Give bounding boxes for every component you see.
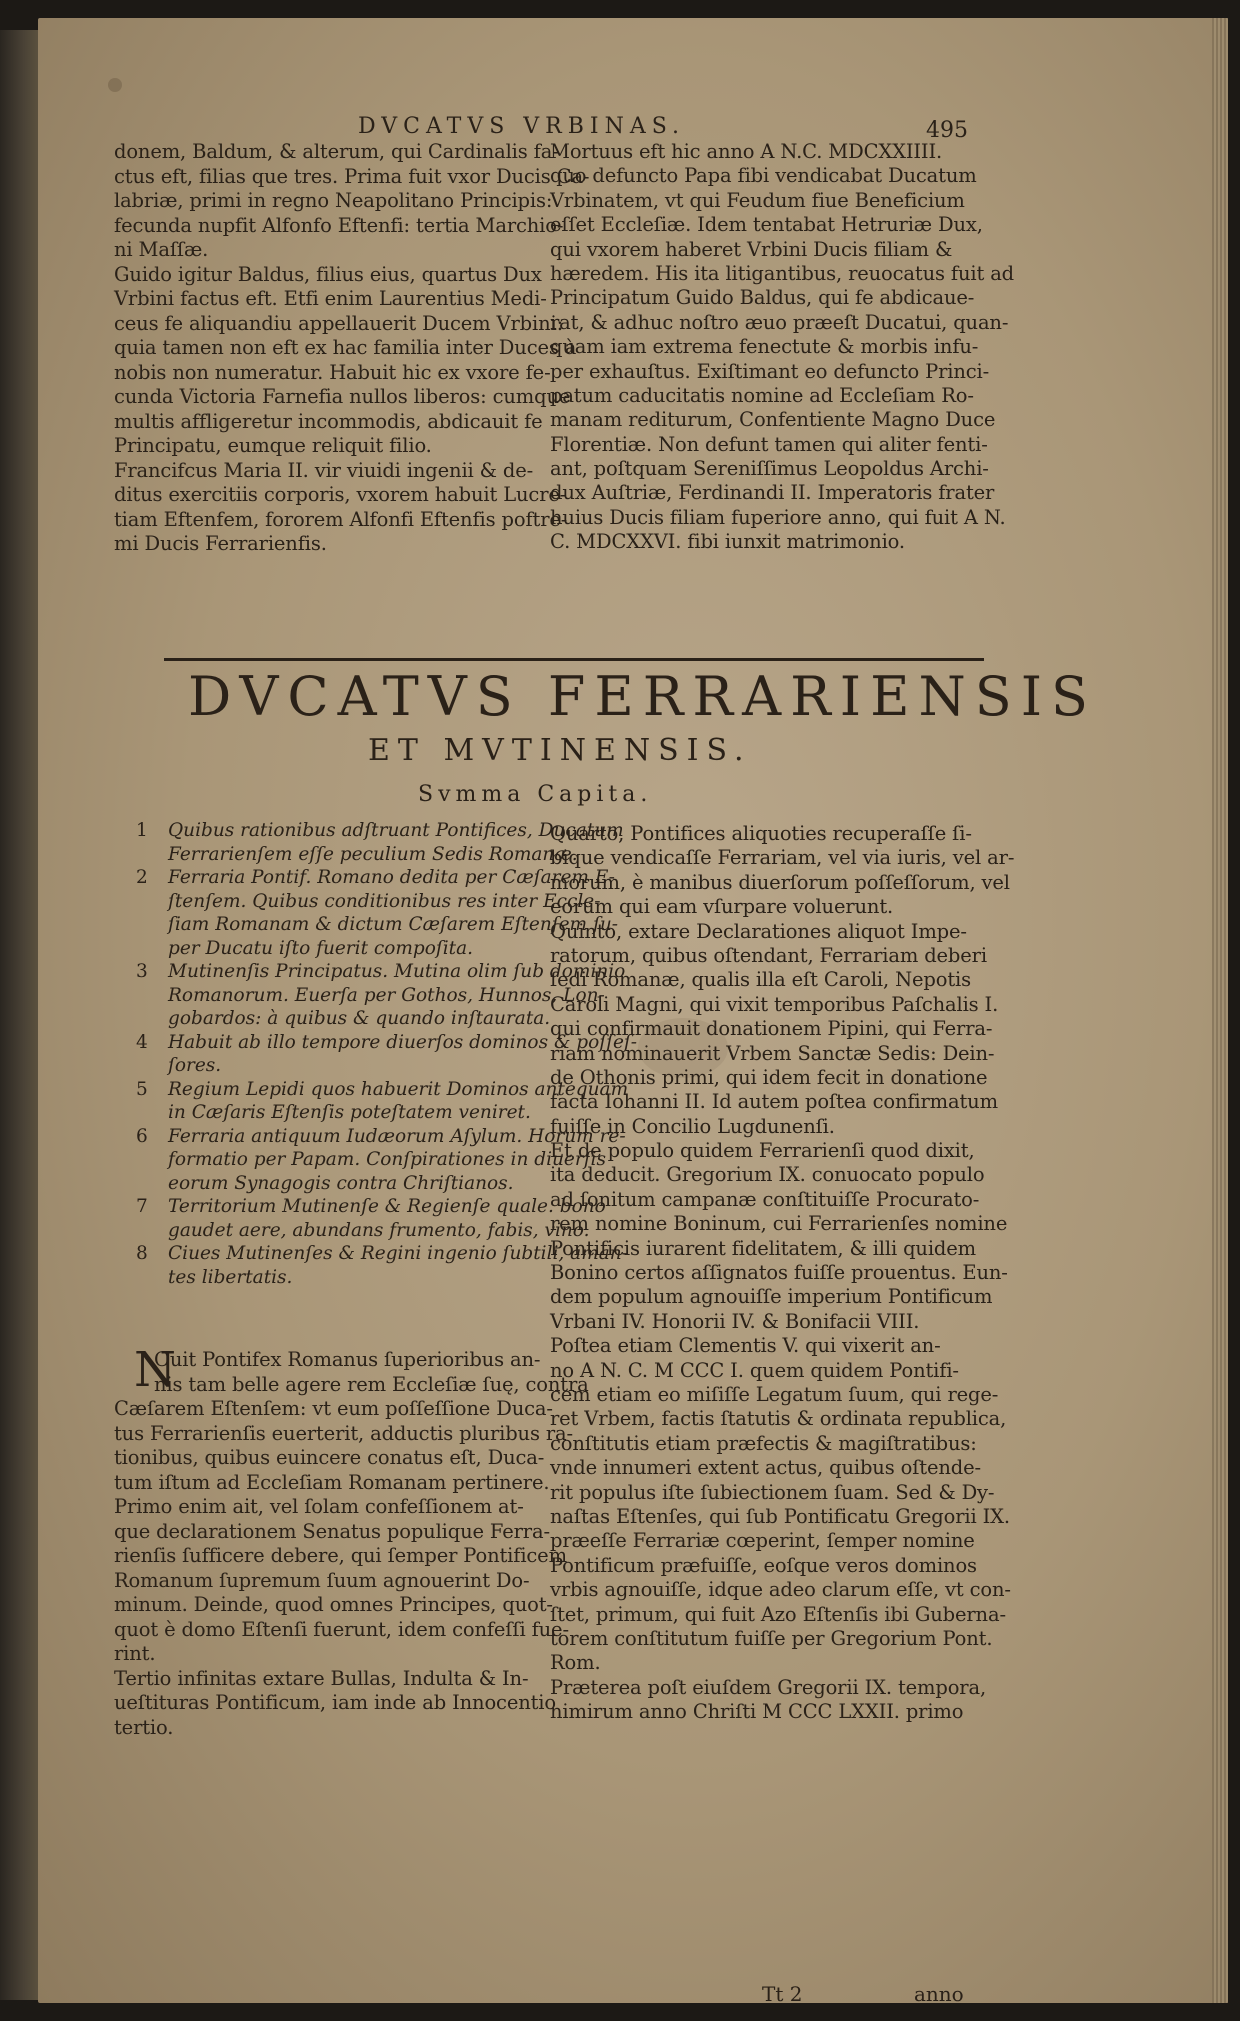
text-line: tertio. <box>114 1715 174 1739</box>
text-line: ditus exercitiis corporis, vxorem habuit Lucre- <box>114 483 567 506</box>
text-line: ueſtituras Pontificum, iam inde ab Innocentio <box>114 1691 556 1714</box>
summary-item-line: gobardos: à quibus & quando inſtaurata. <box>168 1008 551 1029</box>
summary-item <box>136 1243 628 1290</box>
text-line: Ouit Pontifex Romanus ſuperioribus an- <box>154 1348 541 1371</box>
book-page <box>38 18 1228 2006</box>
summary-item-line: in Cæſaris Eſtenſis poteſtatem veniret. <box>168 1102 531 1123</box>
text-line: riam nominauerit Vrbem Sanctæ Sedis: Dein- <box>550 1041 995 1065</box>
summary-item <box>136 1125 626 1197</box>
drop-cap: N <box>134 1342 176 1398</box>
text-line: Caroli Magni, qui vixit temporibus Paſchalis I. <box>550 992 999 1016</box>
text-line: Pontificum præfuiſſe, eoſque veros dominos <box>550 1553 977 1577</box>
summary-item-number: 6 <box>136 1125 148 1147</box>
lower-left-column <box>114 1342 589 1740</box>
summary-item <box>136 867 618 961</box>
text-line: hæredem. His ita litigantibus, reuocatus fuit ad <box>550 261 1014 285</box>
summary-item-number: 1 <box>136 820 148 841</box>
summary-item-line: ſiam Romanam & dictum Cæſarem Eſtenſem ſu- <box>168 914 618 935</box>
text-line: Rom. <box>550 1651 601 1675</box>
text-line: ratorum, quibus oſtendant, Ferrariam deberi <box>550 943 987 967</box>
text-line: quia tamen non eft ex hac familia inter Duces à <box>114 336 577 359</box>
summary-item-number: 4 <box>136 1031 148 1053</box>
summary-item-line: Mutinenſis Principatus. Mutina olim ſub dominio <box>168 961 626 982</box>
summary-item-number: 7 <box>136 1196 148 1217</box>
upper-right-column <box>550 140 1014 555</box>
text-line: rat, & adhuc noſtro æuo præeſt Ducatui, quan- <box>550 310 1009 334</box>
summary-item-line: Ferraria Pontif. Romano dedita per Cæſarem E- <box>168 867 615 888</box>
running-head: DVCATVS VRBINAS. <box>358 114 686 139</box>
text-line: Vrbinatem, vt qui Feudum fiue Beneficium <box>550 188 965 212</box>
text-line: Principatum Guido Baldus, qui fe abdicaue- <box>550 286 975 310</box>
text-line: tionibus, quibus euincere conatus eſt, Duca- <box>114 1446 545 1469</box>
summary-item <box>136 1196 606 1243</box>
page-number: 495 <box>926 118 968 143</box>
text-line: mi Ducis Ferrarienfis. <box>114 532 327 555</box>
text-line: Principatu, eumque reliquit filio. <box>114 434 432 457</box>
summary-item <box>136 961 626 1032</box>
text-line: Primo enim ait, vel ſolam confeſſionem at- <box>114 1495 524 1518</box>
text-line: C. MDCXXVI. fibi iunxit matrimonio. <box>550 530 905 554</box>
summary-item-line: ſores. <box>168 1055 222 1076</box>
summary-item-line: Ferrarienſem eſſe peculium Sedis Romanæ. <box>168 843 578 865</box>
text-line: ant, poſtquam Sereniſſimus Leopoldus Archi- <box>550 457 989 481</box>
text-line: huius Ducis filiam fuperiore anno, qui fuit A N. <box>550 505 1006 529</box>
summary-item-number: 2 <box>136 867 148 888</box>
text-line: rem nomine Boninum, cui Ferrarienſes nomine <box>550 1212 1008 1236</box>
text-line: Quarto, Pontifices aliquoties recuperaſſe ſi- <box>550 822 972 845</box>
text-line: fecunda nupfit Alfonfo Eftenfi: tertia Marchio- <box>114 213 564 237</box>
section-subtitle: ET MVTINENSIS. <box>368 733 752 768</box>
summary-item-line: eorum Synagogis contra Chriſtianos. <box>168 1172 514 1194</box>
summary-item-line: Habuit ab illo tempore diuerſos dominos & poſſeſ- <box>168 1031 638 1053</box>
text-line: ceus fe aliquandiu appellauerit Ducem Vrbini: <box>114 311 563 335</box>
text-line: ni Maſſæ. <box>114 238 209 261</box>
text-line: Vrbini factus eft. Etfi enim Laurentius Medi- <box>114 287 547 310</box>
text-line: vnde innumeri extent actus, quibus oſtende- <box>550 1456 981 1480</box>
text-line: Tertio infinitas extare Bullas, Indulta & In- <box>114 1666 529 1690</box>
text-line: quam iam extrema fenectute & morbis infu- <box>550 335 979 359</box>
text-line: cunda Victoria Farnefia nullos liberos: cumque <box>114 385 571 408</box>
text-line: minum. Deinde, quod omnes Principes, quot- <box>114 1593 553 1616</box>
summary-item-line: Territorium Mutinenſe & Regienſe quale. bono <box>168 1196 606 1217</box>
text-line: ſtet, primum, qui fuit Azo Eſtenſis ibi Guberna- <box>550 1602 1006 1626</box>
text-line: rienſis ſufficere debere, qui ſemper Pontificem <box>114 1544 567 1567</box>
text-line: manam rediturum, Confentiente Magno Duce <box>550 408 996 432</box>
summary-item <box>136 820 624 867</box>
text-line: nis tam belle agere rem Eccleſiæ ſuę, contra <box>154 1372 589 1396</box>
text-line: rint. <box>114 1642 156 1665</box>
section-title: DVCATVS FERRARIENSIS <box>188 665 1098 728</box>
text-line: no A N. C. M CCC I. quem quidem Pontifi- <box>550 1358 959 1382</box>
summary-item <box>136 1031 638 1079</box>
summary-item-number: 8 <box>136 1243 148 1264</box>
text-line: tus Ferrarienſis euerterit, adductis pluribus ra- <box>114 1421 573 1445</box>
text-line: fuiſſe in Concilio Lugdunenſi. <box>550 1114 835 1138</box>
chapter-summary-list <box>136 820 638 1290</box>
text-line: labriæ, primi in regno Neapolitano Principis: <box>114 189 553 212</box>
facing-page-edge <box>0 30 40 2000</box>
text-line: Romanum ſupremum ſuum agnouerint Do- <box>114 1568 530 1592</box>
text-line: torem conſtitutum fuiſſe per Gregorium Pont. <box>550 1626 993 1650</box>
text-line: Et de populo quidem Ferrarienſi quod dixit, <box>550 1139 975 1163</box>
summary-item-line: ſtenſem. Quibus conditionibus res inter Eccle- <box>168 890 601 912</box>
text-line: dux Auſtriæ, Ferdinandi II. Imperatoris frater <box>550 481 995 505</box>
text-line: Cæſarem Eſtenſem: vt eum poſſeſſione Duca- <box>114 1397 553 1420</box>
text-line: Pontificis iurarent fidelitatem, & illi quidem <box>550 1236 976 1260</box>
text-line: qui vxorem haberet Vrbini Ducis filiam & <box>550 237 953 261</box>
summary-item <box>136 1078 629 1126</box>
text-line: Mortuus eft hic anno A N.C. MDCXXIIII. <box>550 140 943 163</box>
text-line: bique vendicaſſe Ferrariam, vel via iuris, vel ar- <box>550 846 1015 870</box>
summary-item-line: Quibus rationibus adſtruant Pontifices, Ducatum <box>168 820 624 841</box>
text-line: dem populum agnouiſſe imperium Pontificum <box>550 1285 993 1309</box>
text-line: Præterea poſt eiuſdem Gregorii IX. tempora, <box>550 1675 986 1699</box>
text-line: facta Iohanni II. Id autem poſtea confirmatum <box>550 1090 998 1114</box>
text-line: Bonino certos aſſignatos fuiſſe prouentus. Eun- <box>550 1261 1008 1285</box>
section-rule <box>164 658 984 661</box>
summary-item-line: Ciues Mutinenſes & Regini ingenio ſubtili, aman- <box>168 1243 628 1264</box>
text-line: multis affligeretur incommodis, abdicauit fe <box>114 409 543 433</box>
text-line: quot è domo Eſtenſi fuerunt, idem confeſſi fue- <box>114 1617 569 1641</box>
ink-spot <box>108 78 122 92</box>
text-line: quo defuncto Papa fibi vendicabat Ducatum <box>550 164 977 188</box>
text-line: patum caducitatis nomine ad Eccleſiam Ro- <box>550 383 974 407</box>
text-line: conſtitutis etiam præfectis & magiſtratibus: <box>550 1431 977 1455</box>
summary-item-line: Regium Lepidi quos habuerit Dominos antequam <box>168 1078 629 1100</box>
summary-item-line: Ferraria antiquum Iudæorum Aſylum. Horum re- <box>168 1125 626 1147</box>
text-line: eorum qui eam vſurpare voluerunt. <box>550 895 894 919</box>
text-line: rit populus iſte ſubiectionem ſuam. Sed & Dy- <box>550 1480 995 1504</box>
text-line: nobis non numeratur. Habuit hic ex vxore fe- <box>114 360 551 384</box>
signature-mark: Tt 2 <box>762 1982 803 2006</box>
summary-item-line: per Ducatu iſto fuerit compoſita. <box>168 937 474 959</box>
text-line: eſſet Eccleſiæ. Idem tentabat Hetruriæ Dux, <box>550 213 983 237</box>
catchword: anno <box>914 1982 964 2006</box>
text-line: vrbis agnouiſſe, idque adeo clarum eſſe, vt con- <box>550 1578 1011 1602</box>
text-line: ctus eft, filias que tres. Prima fuit vxor Ducis Ca- <box>114 164 590 188</box>
text-line: que declarationem Senatus populique Ferra- <box>114 1519 550 1543</box>
text-line: Francifcus Maria II. vir viuidi ingenii & de- <box>114 458 534 482</box>
text-line: tiam Eftenfem, fororem Alfonfi Eftenfis poftre- <box>114 507 568 531</box>
text-line: nimirum anno Chriſti M CCC LXXII. primo <box>550 1700 964 1724</box>
summa-capita-heading: Svmma Capita. <box>418 782 653 807</box>
upper-left-column <box>114 140 590 557</box>
text-line: ita deducit. Gregorium IX. conuocato populo <box>550 1163 985 1187</box>
text-line: præeſſe Ferrariæ cœperint, ſemper nomine <box>550 1529 975 1553</box>
text-line: donem, Baldum, & alterum, qui Cardinalis fa- <box>114 140 559 163</box>
text-line: Quinto, extare Declarationes aliquot Impe- <box>550 919 967 943</box>
text-line: ret Vrbem, factis ſtatutis & ordinata republica, <box>550 1407 1007 1431</box>
text-line: tum iſtum ad Eccleſiam Romanam pertinere. <box>114 1470 550 1494</box>
summary-item-line: formatio per Papam. Conſpirationes in diuerſis <box>168 1149 606 1170</box>
summary-item-number: 3 <box>136 961 148 982</box>
summary-item-line: gaudet aere, abundans frumento, fabis, vino. <box>168 1219 590 1241</box>
page-edges <box>1212 18 1228 2003</box>
text-line: Vrbani IV. Honorii IV. & Bonifacii VIII. <box>550 1309 920 1333</box>
text-line: per exhauſtus. Exiſtimant eo defuncto Princi- <box>550 359 990 383</box>
text-line: cem etiam eo miſiſſe Legatum ſuum, qui rege- <box>550 1382 999 1406</box>
text-line: morum, è manibus diuerſorum poſſeſſorum, vel <box>550 870 1010 894</box>
summary-item-number: 5 <box>136 1078 148 1100</box>
text-line: ad ſonitum campanæ conſtituiſſe Procurato- <box>550 1187 980 1211</box>
text-line: de Othonis primi, qui idem fecit in donatione <box>550 1065 988 1089</box>
text-line: Guido igitur Baldus, filius eius, quartus Dux <box>114 262 542 286</box>
text-line: Poſtea etiam Clementis V. qui vixerit an- <box>550 1334 941 1358</box>
lower-right-column <box>550 822 1015 1724</box>
summary-item-line: tes libertatis. <box>168 1266 293 1288</box>
text-line: qui confirmauit donationem Pipini, qui Ferra- <box>550 1017 993 1041</box>
text-line: ſedi Romanæ, qualis illa eſt Caroli, Nepotis <box>550 968 971 992</box>
summary-item-line: Romanorum. Euerſa per Gothos, Hunnos, Lon- <box>168 984 605 1006</box>
text-line: naſtas Eſtenſes, qui ſub Pontificatu Gregorii IX. <box>550 1504 1010 1528</box>
text-line: Florentiæ. Non defunt tamen qui aliter fenti- <box>550 432 988 456</box>
